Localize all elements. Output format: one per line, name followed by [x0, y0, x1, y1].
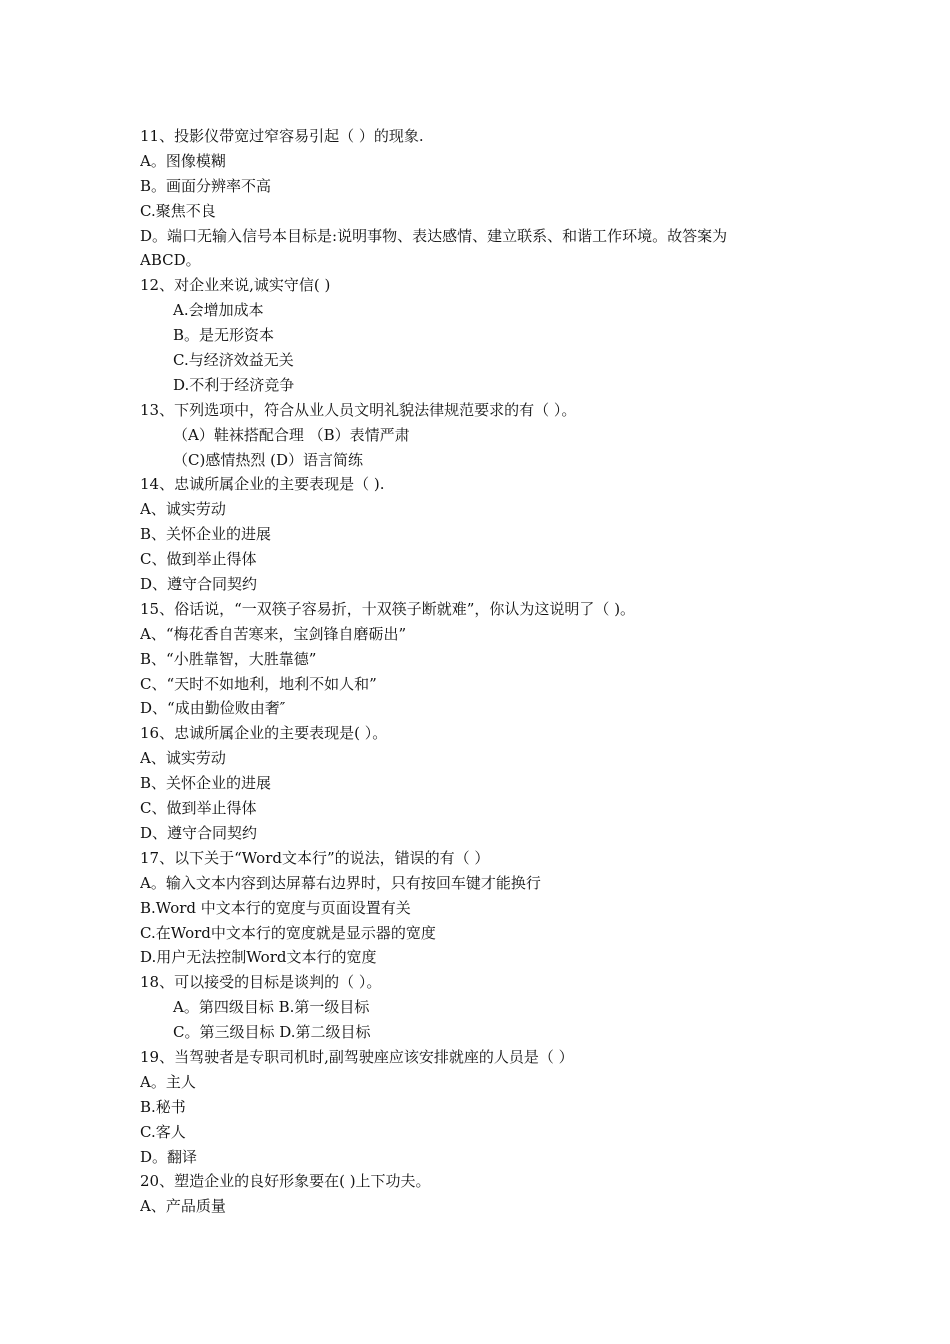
text-line: A、产品质量 [140, 1197, 226, 1216]
text-line: A、诚实劳动 [140, 500, 226, 519]
text-line: D.不利于经济竞争 [173, 375, 295, 394]
text-line: B.秘书 [140, 1097, 186, 1116]
text-line: D。端口无输入信号本目标是:说明事物、表达感情、建立联系、和谐工作环境。故答案为 [140, 226, 728, 245]
text-line: 12、对企业来说,诚实守信( ) [140, 276, 331, 295]
text-line: 15、俗话说，“一双筷子容易折，十双筷子断就难”，你认为这说明了（ )。 [140, 599, 636, 618]
text-line: A、诚实劳动 [140, 749, 226, 768]
text-line: A。主人 [140, 1072, 196, 1091]
text-line: D、“成由勤俭败由奢″ [140, 699, 286, 718]
text-line: B。画面分辨率不高 [140, 176, 272, 195]
text-line: A。输入文本内容到达屏幕右边界时，只有按回车键才能换行 [140, 873, 541, 892]
text-line: D.用户无法控制Word文本行的宽度 [140, 948, 377, 967]
text-line: C.与经济效益无关 [173, 351, 294, 370]
text-line: 14、忠诚所属企业的主要表现是（ ). [140, 475, 385, 494]
text-line: B。是无形资本 [173, 326, 275, 345]
document-body [140, 124, 820, 1219]
text-line: 16、忠诚所属企业的主要表现是( ）。 [140, 724, 388, 743]
text-line: D。翻译 [140, 1147, 198, 1166]
text-line: C.客人 [140, 1122, 186, 1141]
text-line: B、“小胜靠智，大胜靠德” [140, 649, 317, 668]
text-line: 11、投影仪带宽过窄容易引起（ ）的现象. [140, 127, 424, 145]
text-line: A。图像模糊 [140, 151, 226, 170]
text-line: C.聚焦不良 [140, 201, 216, 220]
text-line: D、遵守合同契约 [140, 823, 258, 842]
text-line: C、做到举止得体 [140, 799, 257, 818]
text-line: C、“天时不如地利，地利不如人和” [140, 674, 377, 693]
text-line: B、关怀企业的进展 [140, 774, 272, 793]
text-line: （A）鞋袜搭配合理 （B）表情严肃 [173, 425, 410, 444]
text-line: C。第三级目标 D.第二级目标 [173, 1023, 371, 1042]
text-line: D、遵守合同契约 [140, 575, 258, 594]
text-line: 18、可以接受的目标是谈判的（ ）。 [140, 973, 382, 992]
text-line: C.在Word中文本行的宽度就是显示器的宽度 [140, 923, 436, 942]
text-line: （C)感情热烈 (D）语言简练 [173, 450, 363, 469]
text-line: A、“梅花香自苦寒来，宝剑锋自磨砺出” [140, 624, 407, 643]
text-line: 17、以下关于“Word文本行”的说法，错误的有（ ） [140, 848, 490, 867]
text-line: A。第四级目标 B.第一级目标 [173, 998, 370, 1017]
text-line: 20、塑造企业的良好形象要在( )上下功夫。 [140, 1172, 431, 1191]
text-line: A.会增加成本 [173, 301, 264, 320]
text-line: C、做到举止得体 [140, 550, 257, 569]
text-line: 13、下列选项中，符合从业人员文明礼貌法律规范要求的有（ ）。 [140, 400, 577, 419]
text-line: B.Word 中文本行的宽度与页面设置有关 [140, 898, 411, 917]
text-line: B、关怀企业的进展 [140, 525, 272, 544]
text-line: 19、当驾驶者是专职司机时,副驾驶座应该安排就座的人员是（ ） [140, 1047, 574, 1066]
text-line: ABCD。 [140, 251, 201, 270]
